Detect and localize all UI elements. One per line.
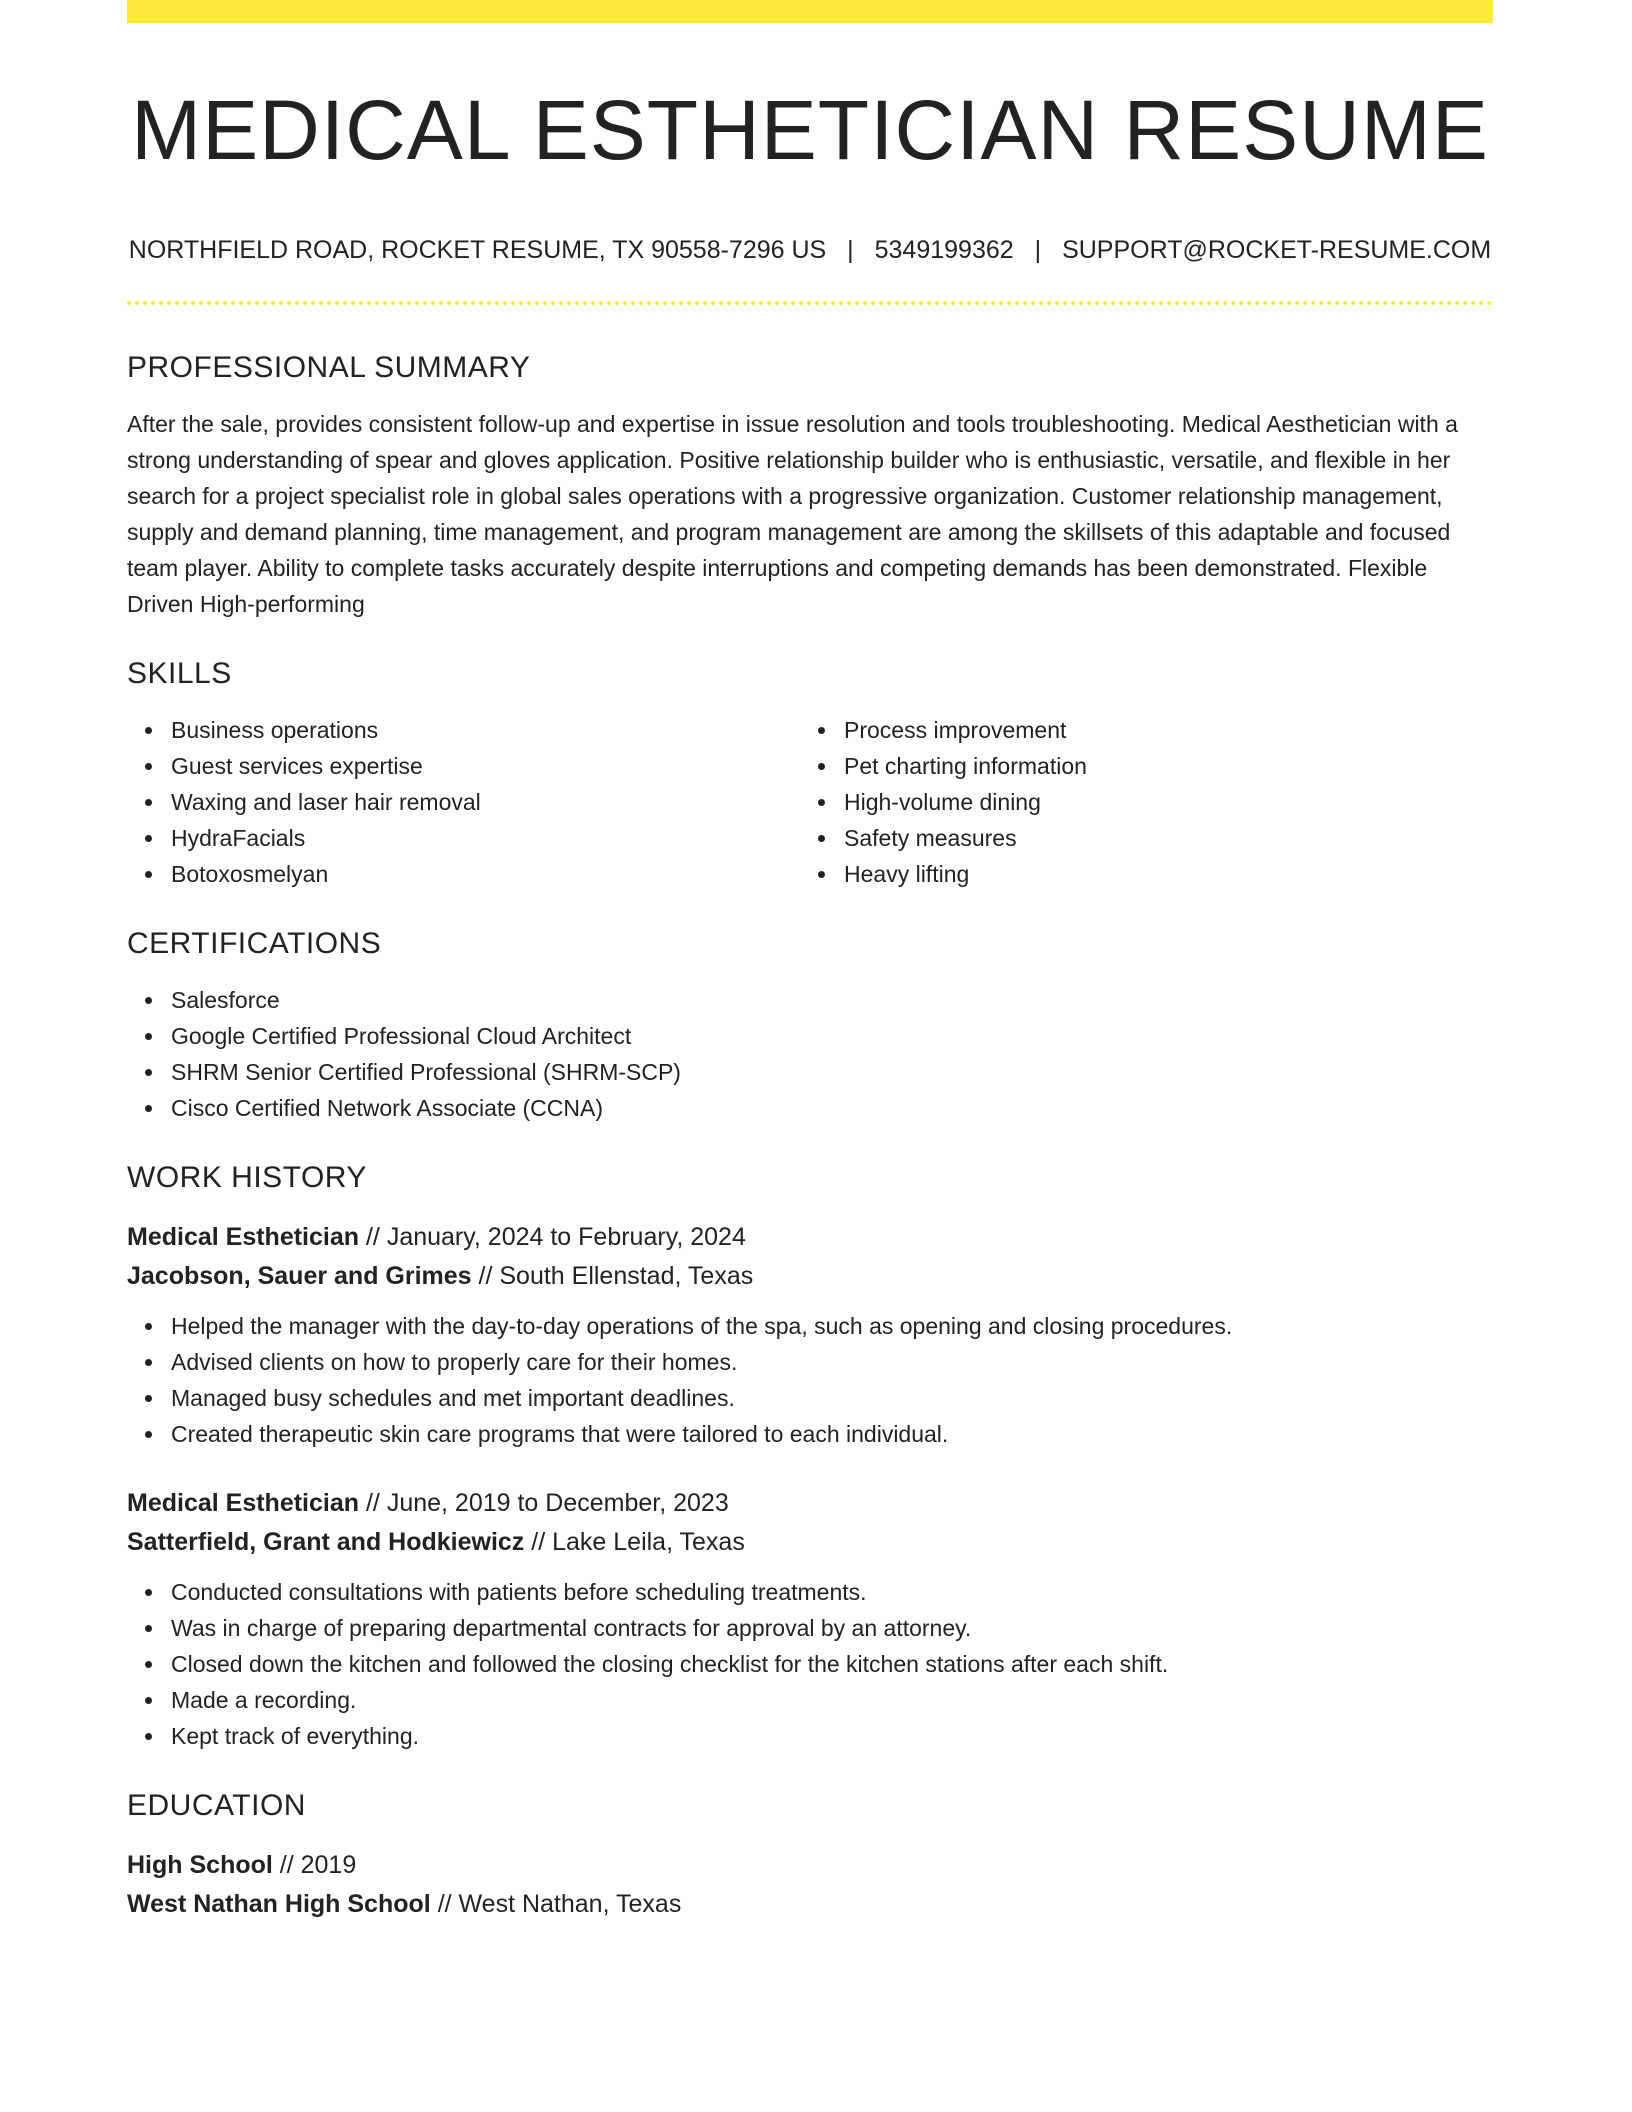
resume-page: [127, 0, 1493, 1924]
dotted-divider: [127, 301, 1493, 305]
skills-column-right: [800, 712, 1473, 892]
skill-item: Heavy lifting: [844, 856, 1473, 892]
job-company: Jacobson, Sauer and Grimes: [127, 1262, 472, 1291]
job-duty-item: Created therapeutic skin care programs that were tailored to each individual.: [171, 1416, 1493, 1452]
job-company-line: [127, 1257, 1493, 1296]
contact-info: [127, 235, 1493, 265]
job-title: Medical Esthetician: [127, 1223, 360, 1252]
job-duty-item: Conducted consultations with patients before scheduling treatments.: [171, 1574, 1493, 1610]
skill-item: Guest services expertise: [171, 748, 800, 784]
job-location: // Lake Leila, Texas: [531, 1528, 745, 1557]
job-duties-list: [127, 1308, 1493, 1452]
education-section: [127, 1788, 1493, 1924]
certifications-heading: CERTIFICATIONS: [127, 927, 382, 961]
skill-item: Waxing and laser hair removal: [171, 784, 800, 820]
skills-section: [127, 656, 1493, 892]
skills-grid: [127, 712, 1493, 892]
job-duty-item: Helped the manager with the day-to-day operations of the spa, such as opening and closing procedures.: [171, 1308, 1493, 1344]
job-duties-list: [127, 1574, 1493, 1754]
summary-section: [127, 350, 1493, 622]
job-duty-item: Was in charge of preparing departmental contracts for approval by an attorney.: [171, 1610, 1493, 1646]
job-company: Satterfield, Grant and Hodkiewicz: [127, 1528, 525, 1557]
certification-item: Salesforce: [171, 982, 1493, 1018]
summary-heading: PROFESSIONAL SUMMARY: [127, 351, 531, 385]
top-accent-bar: [127, 0, 1493, 23]
contact-separator: |: [1034, 236, 1042, 265]
work-history-heading: WORK HISTORY: [127, 1161, 367, 1195]
job-duty-item: Closed down the kitchen and followed the closing checklist for the kitchen stations after each shift.: [171, 1646, 1493, 1682]
job-duty-item: Kept track of everything.: [171, 1718, 1493, 1754]
job-dates: // January, 2024 to February, 2024: [365, 1223, 746, 1252]
education-location: // West Nathan, Texas: [437, 1890, 682, 1919]
contact-separator: |: [847, 236, 854, 265]
skill-item: Process improvement: [844, 712, 1473, 748]
skill-item: HydraFacials: [171, 820, 800, 856]
certifications-section: [127, 926, 1493, 1126]
skills-list-left: [127, 712, 800, 892]
education-school-line: [127, 1885, 1493, 1924]
job-entry: [127, 1484, 1493, 1754]
contact-email: SUPPORT@ROCKET-RESUME.COM: [1062, 236, 1492, 265]
work-history-section: [127, 1160, 1493, 1754]
job-title-line: [127, 1218, 1493, 1257]
certifications-list: [127, 982, 1493, 1126]
certification-item: SHRM Senior Certified Professional (SHRM-SCP): [171, 1054, 1493, 1090]
skills-heading: SKILLS: [127, 657, 232, 691]
job-duty-item: Made a recording.: [171, 1682, 1493, 1718]
skills-list-right: [800, 712, 1473, 892]
job-dates: // June, 2019 to December, 2023: [365, 1489, 729, 1518]
contact-address: NORTHFIELD ROAD, ROCKET RESUME, TX 90558-7296 US: [128, 236, 827, 265]
education-degree: High School: [127, 1851, 273, 1880]
certification-item: Cisco Certified Network Associate (CCNA): [171, 1090, 1493, 1126]
skill-item: Botoxosmelyan: [171, 856, 800, 892]
skill-item: Business operations: [171, 712, 800, 748]
job-title-line: [127, 1484, 1493, 1523]
certification-item: Google Certified Professional Cloud Architect: [171, 1018, 1493, 1054]
summary-text: After the sale, provides consistent follow-up and expertise in issue resolution and tools troubleshooting. Medical Aesthetician with a strong understanding of spear and gloves application. Positive relationship builder who is enthusiastic, versatile, and flexible in her search for a project specialist role in global sales operations with a progressive organization. Customer relationship management, supply and demand planning, time management, and program management are among the skillsets of this adaptable and focused team player. Ability to complete tasks accurately despite interruptions and competing demands has been demonstrated. Flexible Driven High-performing: [127, 411, 1458, 618]
skill-item: High-volume dining: [844, 784, 1473, 820]
education-heading: EDUCATION: [127, 1789, 306, 1823]
skill-item: Pet charting information: [844, 748, 1473, 784]
resume-title: MEDICAL ESTHETICIAN RESUME: [131, 83, 1489, 177]
job-entry: [127, 1218, 1493, 1452]
education-degree-line: [127, 1846, 1493, 1885]
job-duty-item: Managed busy schedules and met important deadlines.: [171, 1380, 1493, 1416]
job-company-line: [127, 1523, 1493, 1562]
skills-column-left: [127, 712, 800, 892]
education-entry: [127, 1846, 1493, 1924]
skill-item: Safety measures: [844, 820, 1473, 856]
education-year: // 2019: [279, 1851, 357, 1880]
job-duty-item: Advised clients on how to properly care for their homes.: [171, 1344, 1493, 1380]
job-location: // South Ellenstad, Texas: [478, 1262, 754, 1291]
job-title: Medical Esthetician: [127, 1489, 360, 1518]
education-school: West Nathan High School: [127, 1890, 431, 1919]
contact-phone: 5349199362: [874, 236, 1014, 265]
